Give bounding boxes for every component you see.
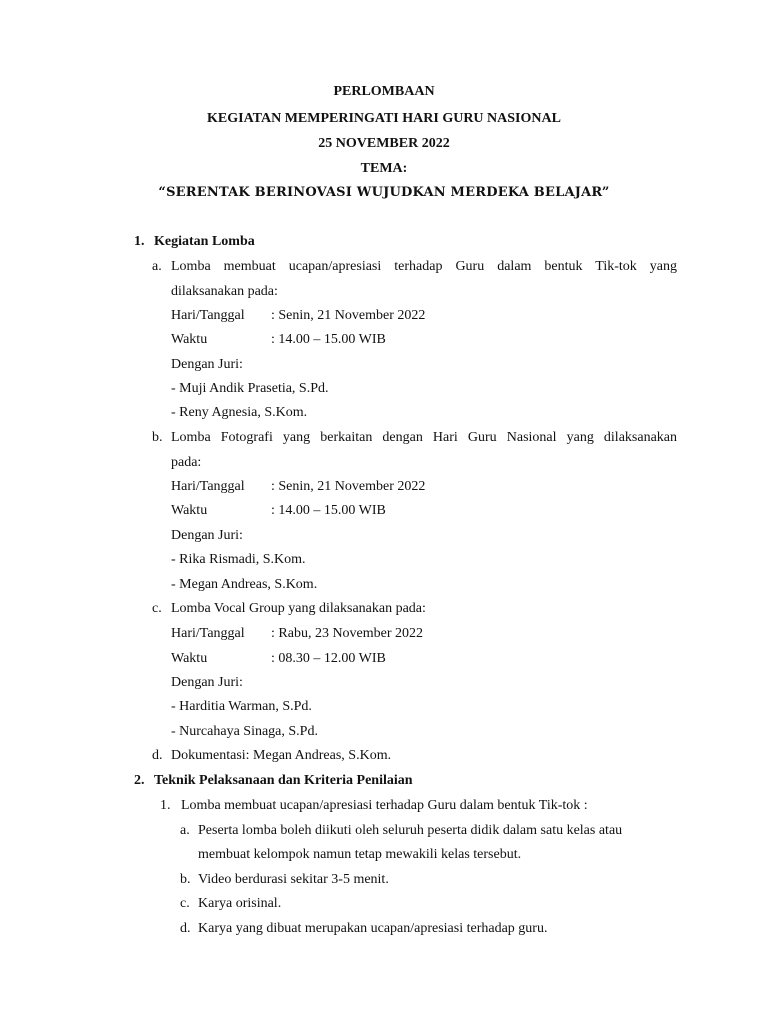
item-b-text-cont: pada: [171, 455, 202, 470]
item-a-judge-2: - Reny Agnesia, S.Kom. [171, 405, 308, 420]
item-a-text: Lomba membuat ucapan/apresiasi terhadap Guru dalam bentuk Tik-tok yang [171, 259, 677, 274]
time-value: : 14.00 – 15.00 WIB [271, 332, 386, 347]
item-a-marker: a. [152, 259, 162, 274]
date-label: Hari/Tanggal [171, 626, 245, 641]
event-title: KEGIATAN MEMPERINGATI HARI GURU NASIONAL [207, 111, 561, 126]
item-b-judge-1: - Rika Rismadi, S.Kom. [171, 552, 306, 567]
time-label: Waktu [171, 651, 208, 666]
item-c-text: Lomba Vocal Group yang dilaksanakan pada: [171, 601, 426, 616]
item-b-judge-2: - Megan Andreas, S.Kom. [171, 577, 318, 592]
item-b-date-row [171, 478, 425, 496]
item-d-text: Dokumentasi: Megan Andreas, S.Kom. [171, 748, 392, 763]
date-value: : Rabu, 23 November 2022 [271, 626, 424, 641]
sub1-item-d-text: Karya yang dibuat merupakan ucapan/apresiasi terhadap guru. [198, 921, 548, 936]
item-b-marker: b. [152, 430, 163, 445]
sub1-item-a-marker: a. [180, 823, 190, 838]
sub1-text: Lomba membuat ucapan/apresiasi terhadap Guru dalam bentuk Tik-tok : [181, 798, 588, 813]
time-value: : 14.00 – 15.00 WIB [271, 503, 386, 518]
event-date: 25 NOVEMBER 2022 [318, 136, 450, 151]
item-c-date-row [171, 625, 423, 643]
theme-text: “SERENTAK BERINOVASI WUJUDKAN MERDEKA BELAJAR” [158, 185, 610, 200]
section1-title: Kegiatan Lomba [154, 234, 255, 249]
item-a-judges-label: Dengan Juri: [171, 357, 243, 372]
item-a-date-row [171, 307, 425, 325]
sub1-marker: 1. [160, 798, 171, 813]
time-label: Waktu [171, 332, 208, 347]
date-label: Hari/Tanggal [171, 479, 245, 494]
time-value: : 08.30 – 12.00 WIB [271, 651, 386, 666]
sub1-item-a-text-cont: membuat kelompok namun tetap mewakili kelas tersebut. [198, 847, 522, 862]
item-b-text: Lomba Fotografi yang berkaitan dengan Hari Guru Nasional yang dilaksanakan [171, 430, 677, 445]
item-b-time-row [171, 502, 386, 520]
sub1-item-c-marker: c. [180, 896, 190, 911]
sub1-item-d-marker: d. [180, 921, 191, 936]
date-value: : Senin, 21 November 2022 [271, 479, 426, 494]
item-d-marker: d. [152, 748, 163, 763]
section2-number: 2. [134, 773, 145, 788]
item-a-judge-1: - Muji Andik Prasetia, S.Pd. [171, 381, 329, 396]
sub1-item-a-text: Peserta lomba boleh diikuti oleh seluruh peserta didik dalam satu kelas atau [198, 823, 623, 838]
item-c-judge-1: - Harditia Warman, S.Pd. [171, 699, 312, 714]
doc-title: PERLOMBAAN [333, 84, 435, 99]
time-label: Waktu [171, 503, 208, 518]
item-c-marker: c. [152, 601, 162, 616]
sub1-item-c-text: Karya orisinal. [198, 896, 282, 911]
date-label: Hari/Tanggal [171, 308, 245, 323]
item-a-text-cont: dilaksanakan pada: [171, 284, 278, 299]
date-value: : Senin, 21 November 2022 [271, 308, 426, 323]
item-c-time-row [171, 650, 386, 668]
sub1-item-b-marker: b. [180, 872, 191, 887]
item-c-judge-2: - Nurcahaya Sinaga, S.Pd. [171, 724, 318, 739]
theme-label: TEMA: [360, 161, 408, 176]
item-b-judges-label: Dengan Juri: [171, 528, 243, 543]
section2-title: Teknik Pelaksanaan dan Kriteria Penilaian [154, 773, 413, 788]
sub1-item-b-text: Video berdurasi sekitar 3-5 menit. [198, 872, 389, 887]
section1-number: 1. [134, 234, 145, 249]
item-a-time-row [171, 331, 386, 349]
item-c-judges-label: Dengan Juri: [171, 675, 243, 690]
